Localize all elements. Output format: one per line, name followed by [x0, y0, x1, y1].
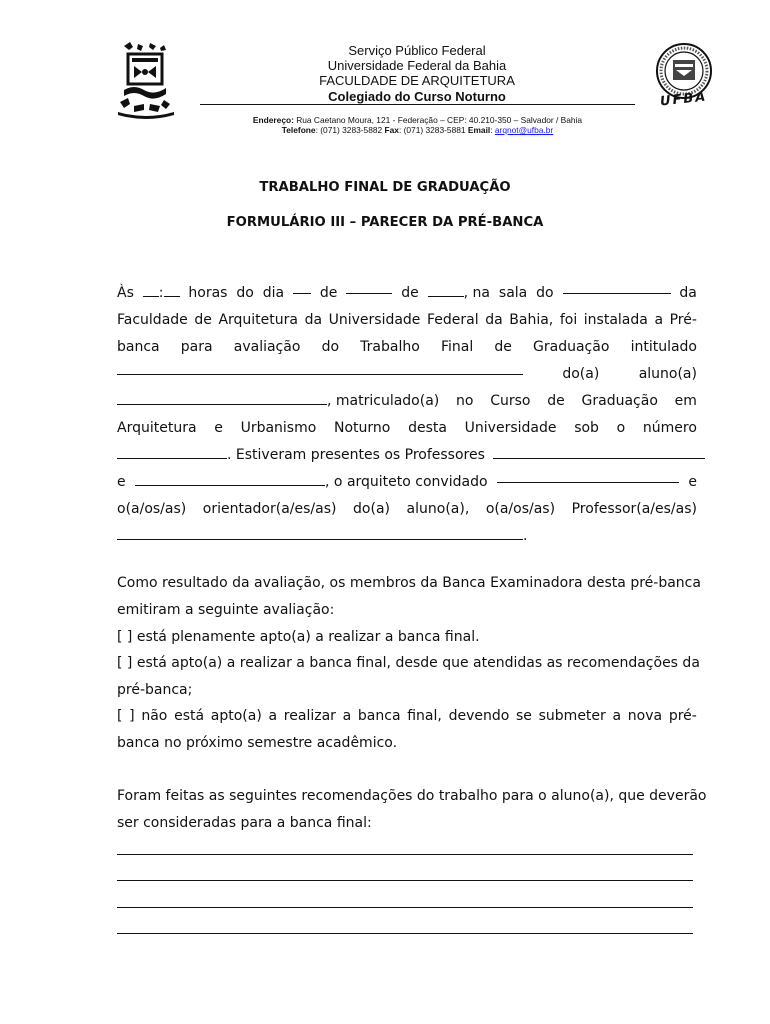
text-word: o(a/os/as) [117, 501, 187, 517]
document-title: TRABALHO FINAL DE GRADUAÇÃO [259, 180, 511, 195]
text-word: Graduação [533, 339, 610, 355]
text-word: Arquitetura [218, 312, 298, 328]
day-blank[interactable] [293, 280, 311, 294]
fax-label: Fax [384, 125, 399, 135]
text-word: aluno(a) [638, 366, 697, 382]
phone-value: : (071) 3283-5882 [315, 125, 383, 135]
session-line-6 [117, 415, 697, 442]
text-word: no [456, 393, 474, 409]
text-word: Professor(a/es/as) [571, 501, 697, 517]
phone-label: Telefone [281, 125, 316, 135]
text-word: Final [440, 339, 474, 355]
recommendation-write-line-3[interactable] [117, 907, 693, 908]
option-not-apt-cont: banca no próximo semestre acadêmico. [117, 735, 398, 751]
text-word: pré- [668, 708, 697, 724]
ufba-seal-text: UFBA [659, 89, 709, 110]
evaluation-paragraph [117, 570, 701, 760]
option-apt-with-recommendations[interactable]: [ ] está apto(a) a realizar a banca final, desde que atendidas as recomendações da [117, 655, 700, 671]
fax-value: : (071) 3283-5881 [398, 125, 466, 135]
text-word: sala [498, 285, 528, 301]
text-word: Graduação [581, 393, 658, 409]
text-word: Universidade [464, 420, 557, 436]
session-line-7 [117, 442, 697, 469]
text-word: de [319, 285, 338, 301]
document-subtitle: FORMULÁRIO III – PARECER DA PRÉ-BANCA [226, 215, 544, 230]
text-word: instalada [583, 312, 648, 328]
work-title-blank[interactable] [117, 361, 523, 375]
session-line-10 [117, 523, 697, 550]
recommendation-write-line-1[interactable] [117, 854, 693, 855]
text-word: orientador(a/es/as) [202, 501, 337, 517]
text-word: intitulado [630, 339, 697, 355]
text-word: . [523, 528, 528, 544]
option-not-apt[interactable] [117, 703, 697, 730]
email-label: Email [467, 125, 491, 135]
text-word: sob [574, 420, 599, 436]
address-value: Rua Caetano Moura, 121 - Federação – CEP: 40.210-350 – Salvador / Bahia [296, 115, 583, 125]
text-word: ] [129, 708, 135, 724]
text-word: para [180, 339, 213, 355]
text-word: Universidade [328, 312, 421, 328]
text-word: Bahia, [509, 312, 554, 328]
text-word: . Estiveram presentes os Professores [227, 447, 485, 463]
text-word: banca [117, 339, 160, 355]
header-address-line [190, 115, 645, 125]
text-word: não [141, 708, 168, 724]
text-word: de [401, 285, 419, 301]
hour-blank[interactable] [143, 283, 159, 297]
recommendation-write-line-2[interactable] [117, 880, 693, 881]
text-word: final, [407, 708, 442, 724]
header-service-name: Serviço Público Federal [348, 43, 486, 58]
text-word: foi [559, 312, 578, 328]
session-line-2 [117, 307, 697, 334]
text-word: do [536, 285, 554, 301]
text-word: , na [463, 285, 490, 301]
header-university-name: Universidade Federal da Bahia [327, 58, 507, 73]
recommendations-line-1: Foram feitas as seguintes recomendações do trabalho para o aluno(a), que deverão [117, 788, 707, 804]
text-word: Às [117, 285, 134, 301]
text-word: do(a) [562, 366, 600, 382]
text-word: da [485, 312, 503, 328]
text-word: , o arquiteto convidado [325, 474, 488, 490]
text-word: submeter [538, 708, 606, 724]
header-contact-line: Telefone: (071) 3283-5882 Fax: (071) 3283-5881 Email: arqnot@ufba.br [281, 125, 554, 135]
text-word: número [642, 420, 697, 436]
text-word: da [304, 312, 323, 328]
text-word: Trabalho [360, 339, 420, 355]
text-word: dia [262, 285, 285, 301]
text-word: se [516, 708, 532, 724]
text-word: , matriculado(a) [327, 393, 440, 409]
text-word: aluno(a), [406, 501, 470, 517]
text-word: do(a) [353, 501, 390, 517]
text-word: Federal [427, 312, 479, 328]
text-word: Urbanismo [240, 420, 317, 436]
option-fully-apt[interactable]: [ ] está plenamente apto(a) a realizar a banca final. [117, 629, 480, 645]
text-word: a [612, 708, 622, 724]
text-word: o [616, 420, 626, 436]
ufba-seal-logo [648, 42, 720, 114]
student-name-blank[interactable] [117, 391, 327, 405]
evaluation-line-2: emitiram a seguinte avaliação: [117, 602, 335, 618]
text-word: de [547, 393, 565, 409]
year-blank[interactable] [428, 283, 464, 297]
text-word: e [688, 474, 697, 490]
text-word: Arquitetura [117, 420, 197, 436]
text-word: desta [408, 420, 447, 436]
session-paragraph [117, 280, 697, 550]
session-line-3 [117, 334, 697, 361]
text-word: está [174, 708, 205, 724]
professors-blank[interactable] [493, 445, 705, 459]
recommendations-paragraph [117, 783, 707, 843]
recommendations-line-2: ser consideradas para a banca final: [117, 815, 372, 831]
recommendation-write-line-4[interactable] [117, 933, 693, 934]
room-blank[interactable] [563, 280, 671, 294]
header-course-board: Colegiado do Curso Noturno [328, 89, 506, 104]
text-word: banca [357, 708, 401, 724]
header-faculty-name: FACULDADE DE ARQUITETURA [319, 73, 515, 88]
text-word: apto(a) [210, 708, 262, 724]
header-divider [200, 104, 635, 105]
minute-blank[interactable] [164, 283, 180, 297]
option-apt-with-recommendations-cont: pré-banca; [117, 682, 193, 698]
text-word: : [158, 285, 164, 301]
text-word: do [321, 339, 340, 355]
email-link[interactable]: arqnot@ufba.br [494, 125, 554, 135]
professor-2-blank[interactable] [135, 472, 325, 486]
text-word: Pré- [669, 312, 697, 328]
month-blank[interactable] [346, 280, 392, 294]
text-word: de [494, 339, 512, 355]
session-line-4 [117, 361, 697, 388]
text-word: em [674, 393, 697, 409]
evaluation-line-1: Como resultado da avaliação, os membros da Banca Examinadora desta pré-banca [117, 575, 701, 591]
text-word: horas [188, 285, 228, 301]
registration-number-blank[interactable] [117, 445, 227, 459]
text-word: o(a/os/as) [485, 501, 556, 517]
text-word: Curso [490, 393, 531, 409]
text-word: [ [117, 708, 123, 724]
session-line-1 [117, 280, 697, 307]
advisor-name-blank[interactable] [117, 526, 523, 540]
text-word: Noturno [334, 420, 391, 436]
text-word: a [268, 708, 278, 724]
text-word: devendo [448, 708, 510, 724]
text-word: Faculdade [117, 312, 188, 328]
address-label: Endereço: [252, 115, 294, 125]
session-line-5 [117, 388, 697, 415]
university-emblem-logo [114, 40, 176, 120]
text-word: a [654, 312, 664, 328]
text-word: nova [627, 708, 663, 724]
text-word: avaliação [233, 339, 301, 355]
session-line-9 [117, 496, 697, 523]
text-word: a [342, 708, 352, 724]
text-word: e [214, 420, 223, 436]
text-word: da [679, 285, 697, 301]
text-word: e [117, 474, 126, 490]
text-word: de [194, 312, 212, 328]
text-word: do [236, 285, 254, 301]
session-line-8 [117, 469, 697, 496]
guest-architect-blank[interactable] [497, 469, 679, 483]
text-word: realizar [283, 708, 336, 724]
